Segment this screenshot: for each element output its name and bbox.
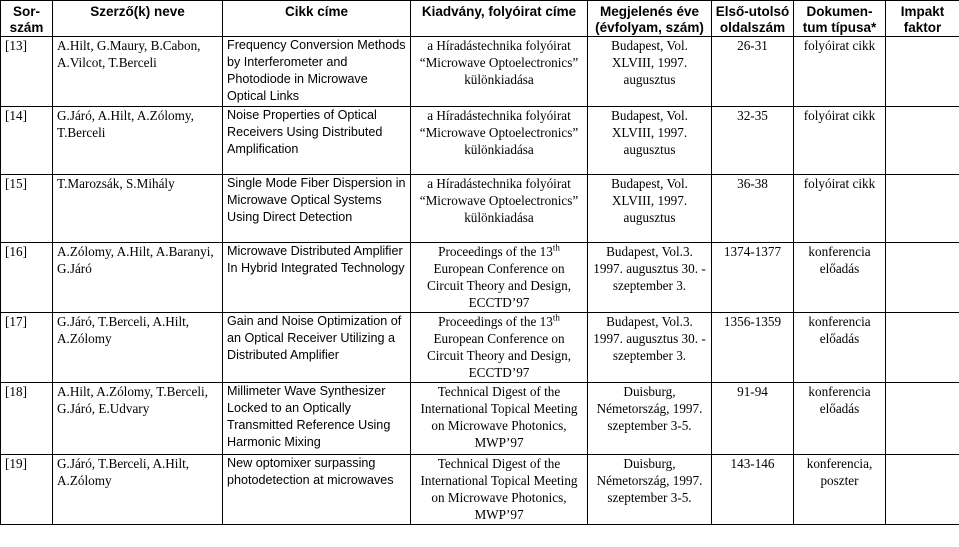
- row-title: Noise Properties of Optical Receivers Using Distributed Amplification: [223, 107, 411, 175]
- row-publisher: Technical Digest of the International Topical Meeting on Microwave Photonics, MWP’97: [411, 383, 588, 455]
- table-row: [1, 313, 959, 383]
- header-publisher: Kiadvány, folyóirat címe: [411, 1, 588, 37]
- header-title: Cikk címe: [223, 1, 411, 37]
- table-row: [1, 37, 959, 107]
- row-publisher: a Híradástechnika folyóirat “Microwave Optoelectronics” különkiadása: [411, 175, 588, 243]
- row-authors: G.Járó, T.Berceli, A.Hilt, A.Zólomy: [53, 313, 223, 383]
- row-year: Budapest, Vol.3. 1997. augusztus 30. - szeptember 3.: [588, 243, 712, 313]
- row-year: Budapest, Vol. XLVIII, 1997. augusztus: [588, 175, 712, 243]
- row-pages: 1374-1377: [712, 243, 794, 313]
- row-pages: 143-146: [712, 455, 794, 525]
- row-year: Budapest, Vol. XLVIII, 1997. augusztus: [588, 37, 712, 107]
- table-row: [1, 243, 959, 313]
- row-year: Duisburg, Németország, 1997. szeptember 3-5.: [588, 383, 712, 455]
- header-pages: Első-utolsó oldalszám: [712, 1, 794, 37]
- row-pages: 32-35: [712, 107, 794, 175]
- table-row: [1, 383, 959, 455]
- row-publisher: [411, 313, 588, 383]
- row-number: [15]: [1, 175, 53, 243]
- row-impact: [886, 37, 959, 107]
- row-pages: 36-38: [712, 175, 794, 243]
- publisher-text-post: European Conference on Circuit Theory and Design, ECCTD’97: [426, 331, 572, 380]
- row-title: Microwave Distributed Amplifier In Hybrid Integrated Technology: [223, 243, 411, 313]
- publisher-text-sup: th: [552, 242, 560, 253]
- row-year: Budapest, Vol.3. 1997. augusztus 30. - szeptember 3.: [588, 313, 712, 383]
- header-authors: Szerző(k) neve: [53, 1, 223, 37]
- row-number: [14]: [1, 107, 53, 175]
- row-impact: [886, 107, 959, 175]
- header-row: [1, 1, 959, 37]
- row-number: [16]: [1, 243, 53, 313]
- row-doctype: konferencia, poszter: [794, 455, 886, 525]
- row-publisher: [411, 243, 588, 313]
- publisher-text-pre: Proceedings of the 13: [438, 314, 553, 329]
- row-number: [18]: [1, 383, 53, 455]
- header-sorszam: Sor- szám: [1, 1, 53, 37]
- row-authors: A.Hilt, G.Maury, B.Cabon, A.Vilcot, T.Berceli: [53, 37, 223, 107]
- row-year: Duisburg, Németország, 1997. szeptember 3-5.: [588, 455, 712, 525]
- row-doctype: konferencia előadás: [794, 243, 886, 313]
- row-doctype: konferencia előadás: [794, 313, 886, 383]
- row-authors: G.Járó, T.Berceli, A.Hilt, A.Zólomy: [53, 455, 223, 525]
- publisher-text-post: European Conference on Circuit Theory and Design, ECCTD’97: [426, 261, 572, 310]
- row-year: Budapest, Vol. XLVIII, 1997. augusztus: [588, 107, 712, 175]
- row-doctype: folyóirat cikk: [794, 37, 886, 107]
- row-title: New optomixer surpassing photodetection at microwaves: [223, 455, 411, 525]
- row-authors: A.Hilt, A.Zólomy, T.Berceli, G.Járó, E.Udvary: [53, 383, 223, 455]
- row-publisher: a Híradástechnika folyóirat “Microwave Optoelectronics” különkiadása: [411, 37, 588, 107]
- row-pages: 91-94: [712, 383, 794, 455]
- publisher-text-sup: th: [552, 312, 560, 323]
- table-row: [1, 175, 959, 243]
- row-doctype: folyóirat cikk: [794, 175, 886, 243]
- row-authors: A.Zólomy, A.Hilt, A.Baranyi, G.Járó: [53, 243, 223, 313]
- row-title: Single Mode Fiber Dispersion in Microwave Optical Systems Using Direct Detection: [223, 175, 411, 243]
- row-impact: [886, 455, 959, 525]
- row-number: [17]: [1, 313, 53, 383]
- row-publisher: a Híradástechnika folyóirat “Microwave Optoelectronics” különkiadása: [411, 107, 588, 175]
- row-pages: 1356-1359: [712, 313, 794, 383]
- row-impact: [886, 243, 959, 313]
- row-doctype: folyóirat cikk: [794, 107, 886, 175]
- row-title: Millimeter Wave Synthesizer Locked to an Optically Transmitted Reference Using Harmonic Mixing: [223, 383, 411, 455]
- row-title: Frequency Conversion Methods by Interferometer and Photodiode in Microwave Optical Links: [223, 37, 411, 107]
- header-doctype: Dokumen-tum típusa*: [794, 1, 886, 37]
- row-impact: [886, 383, 959, 455]
- row-title: Gain and Noise Optimization of an Optical Receiver Utilizing a Distributed Amplifier: [223, 313, 411, 383]
- header-year: Megjelenés éve (évfolyam, szám): [588, 1, 712, 37]
- row-authors: T.Marozsák, S.Mihály: [53, 175, 223, 243]
- publisher-text-pre: Proceedings of the 13: [438, 244, 553, 259]
- row-publisher: Technical Digest of the International Topical Meeting on Microwave Photonics, MWP’97: [411, 455, 588, 525]
- header-impact: Impakt faktor: [886, 1, 959, 37]
- row-number: [19]: [1, 455, 53, 525]
- row-authors: G.Járó, A.Hilt, A.Zólomy, T.Berceli: [53, 107, 223, 175]
- row-pages: 26-31: [712, 37, 794, 107]
- row-number: [13]: [1, 37, 53, 107]
- table-row: [1, 455, 959, 525]
- row-impact: [886, 313, 959, 383]
- row-doctype: konferencia előadás: [794, 383, 886, 455]
- table-row: [1, 107, 959, 175]
- row-impact: [886, 175, 959, 243]
